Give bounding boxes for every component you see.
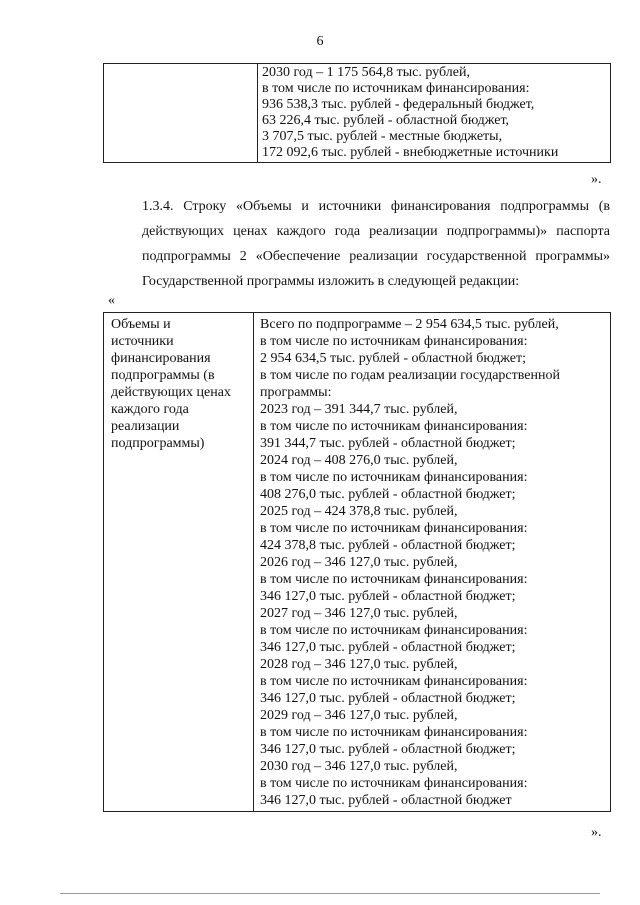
opening-quote: « (108, 293, 115, 308)
value-line: 63 226,4 тыс. рублей - областной бюджет, (262, 113, 510, 128)
empty-label-cell (104, 64, 258, 163)
label-line: каждого года (111, 402, 189, 417)
value-line: 424 378,8 тыс. рублей - областной бюджет; (260, 538, 516, 553)
value-line: 346 127,0 тыс. рублей - областной бюджет; (260, 640, 516, 655)
label-line: источники (111, 334, 174, 349)
label-line: действующих ценах (111, 385, 231, 400)
value-line: программы: (260, 385, 332, 400)
value-line: 2030 год – 1 175 564,8 тыс. рублей, (262, 65, 470, 80)
value-line: 2025 год – 424 378,8 тыс. рублей, (260, 504, 458, 519)
value-line: 2023 год – 391 344,7 тыс. рублей, (260, 402, 458, 417)
value-line: 2024 год – 408 276,0 тыс. рублей, (260, 453, 458, 468)
value-cell (254, 313, 611, 812)
value-line: 936 538,3 тыс. рублей - федеральный бюджет, (262, 97, 535, 112)
label-line: реализации (111, 419, 180, 434)
continued-table (103, 63, 611, 163)
value-line: в том числе по источникам финансирования: (260, 674, 528, 689)
value-line: в том числе по источникам финансирования: (260, 572, 528, 587)
value-line: 172 092,6 тыс. рублей - внебюджетные источники (262, 145, 559, 160)
paragraph-text: 1.3.4. Строку «Объемы и источники финансирования подпрограммы (в действующих ценах каждого года реализации подпрограммы)» паспорта подпрограммы 2 «Обеспечение реализации государственной программы» Государственной программы изложить в следующей редакции: (142, 199, 610, 289)
value-line: 2 954 634,5 тыс. рублей - областной бюджет; (260, 351, 526, 366)
value-line: 346 127,0 тыс. рублей - областной бюджет; (260, 589, 516, 604)
label-line: Объемы и (111, 317, 171, 332)
label-line: финансирования (111, 351, 211, 366)
value-line: 2028 год – 346 127,0 тыс. рублей, (260, 657, 458, 672)
value-line: в том числе по источникам финансирования: (260, 334, 528, 349)
closing-quote: ». (591, 825, 602, 840)
page-bottom-rule (60, 893, 600, 894)
label-line: подпрограммы (в (111, 368, 215, 383)
value-line: в том числе по источникам финансирования: (260, 470, 528, 485)
label-cell (104, 313, 254, 812)
label-line: подпрограммы) (111, 436, 205, 451)
page-number: 6 (316, 34, 324, 49)
value-line: в том числе по источникам финансирования: (260, 623, 528, 638)
value-line: 346 127,0 тыс. рублей - областной бюджет; (260, 742, 516, 757)
value-line: в том числе по источникам финансирования: (260, 776, 528, 791)
value-line: 408 276,0 тыс. рублей - областной бюджет; (260, 487, 516, 502)
value-line: в том числе по источникам финансирования: (262, 81, 530, 96)
table-row (104, 64, 611, 163)
value-line: 3 707,5 тыс. рублей - местные бюджеты, (262, 129, 503, 144)
table-row (104, 313, 611, 812)
value-line: 391 344,7 тыс. рублей - областной бюджет; (260, 436, 516, 451)
value-line: в том числе по годам реализации государственной (260, 368, 560, 383)
closing-quote: ». (591, 172, 602, 187)
financing-table (103, 312, 611, 812)
value-line: 2027 год – 346 127,0 тыс. рублей, (260, 606, 458, 621)
value-line: 346 127,0 тыс. рублей - областной бюджет; (260, 691, 516, 706)
value-line: в том числе по источникам финансирования: (260, 419, 528, 434)
amendment-paragraph (104, 194, 610, 294)
value-line: в том числе по источникам финансирования: (260, 725, 528, 740)
value-line: 2030 год – 346 127,0 тыс. рублей, (260, 759, 458, 774)
value-line: 346 127,0 тыс. рублей - областной бюджет (260, 793, 512, 808)
value-cell (258, 64, 611, 163)
value-line: в том числе по источникам финансирования: (260, 521, 528, 536)
value-line: 2026 год – 346 127,0 тыс. рублей, (260, 555, 458, 570)
value-line: 2029 год – 346 127,0 тыс. рублей, (260, 708, 458, 723)
value-line: Всего по подпрограмме – 2 954 634,5 тыс. рублей, (260, 317, 559, 332)
